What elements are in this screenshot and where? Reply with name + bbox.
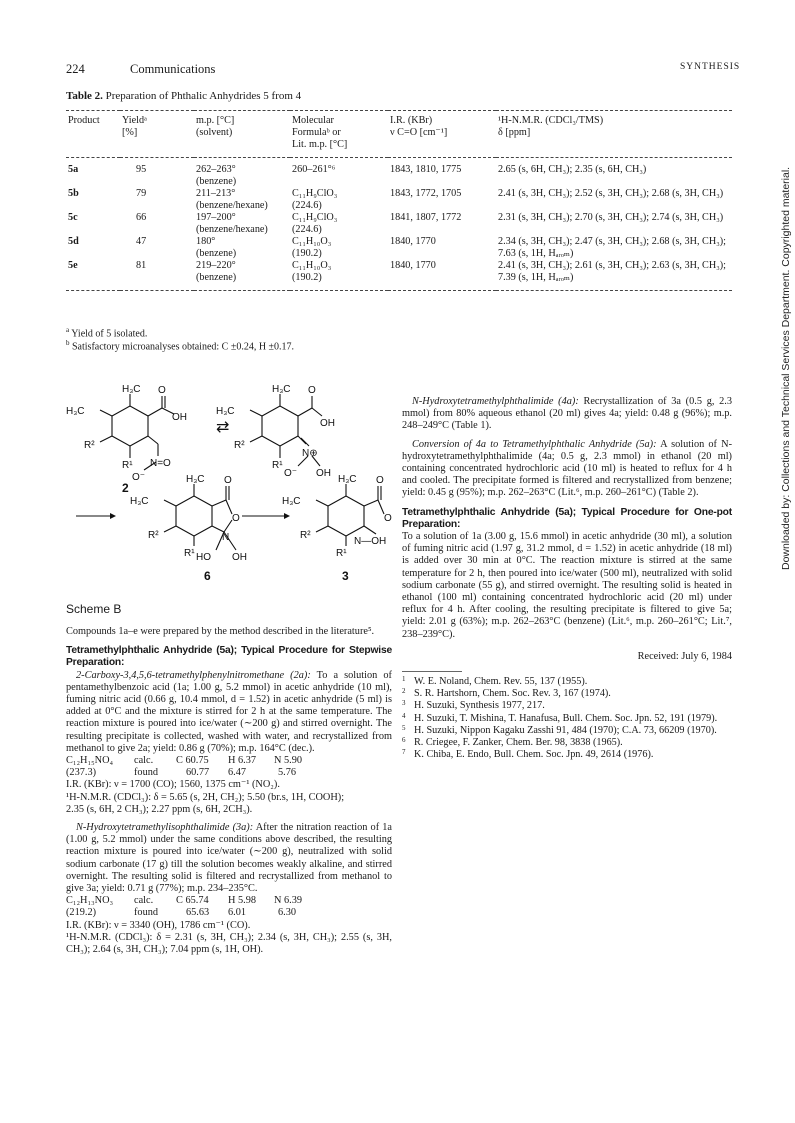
label-n-plus: N⊕ — [302, 448, 318, 459]
reference-item: 1 W. E. Noland, Chem. Rev. 55, 137 (1955). — [402, 675, 588, 688]
label-h3c: H₃C — [216, 406, 235, 417]
col-nmr: ¹H-N.M.R. (CDCl₃/TMS) δ [ppm] — [496, 111, 732, 158]
cell-product: 5b — [68, 188, 79, 199]
col-yield: Yieldᵃ [%] — [120, 111, 194, 158]
procedure-5a-conversion: Conversion of 4a to Tetramethylphthalic Anhydride (5a): A solution of N-hydroxytetramethylphthalimide (4a; 0.5 g, 2.3 mmol) in ethanol (20 ml) containing concentrated hydrochloric acid (10 ml) is heated to reflux for 4 h and cooled. The precipitate formed is filtered and recrystallized from benzene; yield: 0.45 g (95%); m.p. 262–263°C (Lit.⁶, m.p. 260–261°C) (Table 2). — [402, 438, 732, 499]
table-row — [66, 188, 732, 212]
cell-formula: C₁₁H₉ClO₃ (224.6) — [292, 188, 338, 211]
label-r1: R¹ — [184, 548, 195, 559]
compound-number-6: 6 — [204, 569, 211, 583]
right-column — [402, 396, 732, 761]
compound-number-2: 2 — [122, 481, 129, 495]
table-header-row — [66, 111, 732, 158]
label-n-oh: N—OH — [354, 536, 387, 547]
cell-ir: 1840, 1770 — [388, 260, 496, 291]
cell-formula: C₁₁H₁₀O₃ (190.2) — [292, 236, 332, 259]
label-h3c: H₃C — [130, 496, 149, 507]
label-o: O — [224, 475, 232, 486]
label-o: O — [308, 385, 316, 396]
cell-nmr: 2.41 (s, 3H, CH₃); 2.61 (s, 3H, CH₃); 2.63 (s, 3H, CH₃); 7.39 (s, 1H, Hₐᵣₒₘ) — [496, 260, 732, 291]
scheme-caption: Scheme B — [66, 602, 122, 616]
cell-product: 5d — [68, 236, 79, 247]
anhydride-table — [66, 110, 732, 291]
benzene-ring-6 — [176, 496, 212, 536]
procedure-3a: N-Hydroxytetramethylisophthalimide (3a): After the nitration reaction of 1a (1.00 g, 5.2 mmol) under the same conditions above described, the resulting reaction mixture is poured into ice/water (∼200 g), neutralized with solid sodium carbonate (17 g) till the solution becomes weakly alkaline, and stirred overnight. The resulting solid is filtered and recrystallized from methanol to give 3a; yield: 0.71 g (77%); m.p. 234–235°C. — [66, 822, 392, 895]
benzene-ring-2b — [262, 406, 298, 446]
ir-3a: I.R. (KBr): ν = 3340 (OH), 1786 cm⁻¹ (CO). — [66, 919, 251, 931]
nmr-3a: ¹H-N.M.R. (CDCl₃): δ = 2.31 (s, 3H, CH₃); 2.34 (s, 3H, CH₃); 2.55 (s, 3H, CH₃); 2.64 (s, 3H, CH₃); 7.04 ppm (s, 1H, OH). — [66, 931, 392, 956]
cell-mp: 211–213° (benzene/hexane) — [196, 188, 268, 211]
label-o: O — [376, 475, 384, 486]
cell-formula: 260–261°⁶ — [292, 164, 336, 175]
label-ho: HO — [196, 552, 211, 563]
table-row — [66, 260, 732, 291]
table-row — [66, 212, 732, 236]
label-r2: R² — [234, 440, 245, 451]
ir-2a: I.R. (KBr): ν = 1700 (CO); 1560, 1375 cm⁻¹ (NO₂). — [66, 779, 280, 791]
cell-formula: C₁₁H₉ClO₃ (224.6) — [292, 212, 338, 235]
left-column — [66, 626, 392, 956]
label-r1: R¹ — [336, 548, 347, 559]
nmr-2a-cont: 2.35 (s, 6H, 2 CH₃); 2.27 ppm (s, 6H, 2CH₃). — [66, 803, 253, 815]
table-row — [66, 236, 732, 260]
cell-mp: 180° (benzene) — [196, 236, 237, 259]
procedure-2a: 2-Carboxy-3,4,5,6-tetramethylphenylnitromethane (2a): To a solution of pentamethylbenzoic acid (1a; 1.00 g, 5.2 mmol) in acetic anhydride (10 ml), fuming nitric acid (0.66 g, 10.4 mmol, d = 1.52) in acetic anhydride (5 ml) is added at 0°C and the mixture is stirred for 2 h at the same temperature. The reaction mixture is poured into ice/water (∼200 g) and stirred overnight. The resulting precipitate is collected, washed with water, and recrystallized from methanol to give 2a; yield: 0.86 g (70%); m.p. 164°C (dec.). — [66, 669, 392, 754]
received-date: Received: July 6, 1984 — [637, 650, 732, 662]
reference-item: 5 H. Suzuki, Nippon Kagaku Zasshi 91, 484 (1970); C.A. 73, 66209 (1970). — [402, 723, 717, 736]
table-footnote: $^b$ Satisfactory microanalyses obtained: C ±0.24, H ±0.17. — [66, 339, 295, 353]
cell-ir: 1841, 1807, 1772 — [390, 212, 462, 223]
reference-item: 3 H. Suzuki, Synthesis 1977, 217. — [402, 699, 545, 712]
label-oh: OH — [232, 552, 247, 563]
label-r2: R² — [84, 440, 95, 451]
analysis-3a: C₁₂H₁₃NO₃ calc. C 65.74 H 5.98 N 6.39 (219.2) found 65.63 6.01 6.30 — [66, 895, 303, 919]
label-h3c: H₃C — [122, 384, 141, 395]
label-r1: R¹ — [122, 460, 133, 471]
reference-item: 6 R. Criegee, F. Zanker, Chem. Ber. 98, 3838 (1965). — [402, 736, 623, 749]
cell-product: 5e — [66, 260, 120, 291]
cell-product: 5a — [68, 164, 79, 175]
cell-nmr: 2.31 (s, 3H, CH₃); 2.70 (s, 3H, CH₃); 2.74 (s, 3H, CH₃) — [498, 212, 724, 223]
cell-nmr: 2.65 (s, 6H, CH₃); 2.35 (s, 6H, CH₃) — [498, 164, 647, 175]
journal-name: SYNTHESIS — [680, 62, 741, 72]
col-product: Product — [66, 111, 120, 158]
label-h3c: H₃C — [338, 474, 357, 485]
label-h3c: H₃C — [186, 474, 205, 485]
cell-mp: 197–200° (benzene/hexane) — [196, 212, 268, 235]
benzene-ring-3 — [328, 496, 364, 536]
page-number: 224 — [66, 62, 85, 76]
cell-yield: 66 — [136, 212, 147, 223]
cell-mp: 219–220° (benzene) — [194, 260, 290, 291]
onepot-heading: Tetramethylphthalic Anhydride (5a); Typical Procedure for One-pot Preparation: — [402, 506, 732, 530]
label-o: O — [384, 513, 392, 524]
scheme-drawing — [66, 380, 396, 595]
label-h3c: H₃C — [272, 384, 291, 395]
table-footnote: $^a$ Yield of 5 isolated. — [66, 326, 148, 340]
cell-mp: 262–263° (benzene) — [196, 164, 237, 187]
label-h3c: H₃C — [282, 496, 301, 507]
label-o: O — [158, 385, 166, 396]
table-row — [66, 158, 732, 189]
equilibrium-arrow: ⇄ — [216, 419, 230, 436]
label-oh: OH — [316, 468, 331, 479]
cell-product: 5c — [68, 212, 78, 223]
table-caption — [66, 90, 301, 102]
cell-nmr: 2.34 (s, 3H, CH₃); 2.47 (s, 3H, CH₃); 2.68 (s, 3H, CH₃); 7.63 (s, 1H, Hₐᵣₒₘ) — [498, 236, 726, 259]
label-oh: OH — [320, 418, 335, 429]
table-caption-text: Preparation of Phthalic Anhydrides 5 from 4 — [105, 90, 302, 102]
reference-item: 2 S. R. Hartshorn, Chem. Soc. Rev. 3, 167 (1974). — [402, 687, 611, 700]
stepwise-heading: Tetramethylphthalic Anhydride (5a); Typical Procedure for Stepwise Preparation: — [66, 645, 392, 669]
intro-paragraph: Compounds 1a–e were prepared by the method described in the literature⁵. — [66, 626, 375, 637]
label-r2: R² — [300, 530, 311, 541]
label-o: O — [232, 513, 240, 524]
cell-ir: 1840, 1770 — [390, 236, 436, 247]
col-formula: Molecular Formulaᵇ or Lit. m.p. [°C] — [290, 111, 388, 158]
reference-item: 4 H. Suzuki, T. Mishina, T. Hanafusa, Bull. Chem. Soc. Jpn. 52, 191 (1979). — [402, 711, 718, 724]
label-n: N — [222, 532, 230, 543]
reference-list — [402, 676, 732, 761]
label-oh: OH — [172, 412, 187, 423]
procedure-4a: N-Hydroxytetramethylphthalimide (4a): Recrystallization of 3a (0.5 g, 2.3 mmol) from 80% aqueous ethanol (20 ml) gives 4a; yield: 0.48 g (96%); m.p. 248–249°C (Table 1). — [402, 396, 732, 432]
label-r2: R² — [148, 530, 159, 541]
nmr-2a: ¹H-N.M.R. (CDCl₃): δ = 5.65 (s, 2H, CH₂); 5.50 (br.s, 1H, COOH); — [66, 791, 345, 803]
download-watermark: Downloaded by: Collections and Technical Services Department. Copyrighted material. — [780, 166, 792, 570]
label-no: N=O — [150, 458, 171, 469]
compound-number-3: 3 — [342, 569, 349, 583]
cell-yield: 47 — [136, 236, 147, 247]
cell-formula: C₁₁H₁₀O₃ (190.2) — [290, 260, 388, 291]
cell-ir: 1843, 1772, 1705 — [390, 188, 462, 199]
cell-yield: 79 — [136, 188, 147, 199]
label-o-minus: O⁻ — [132, 472, 146, 483]
procedure-5a-onepot: To a solution of 1a (3.00 g, 15.6 mmol) in acetic anhydride (30 ml), a solution of fuming nitric acid (1.97 g, 31.2 mmol, d = 1.52) in acetic anhydride (18 ml) is added over 30 min at 0°C. The reaction mixture is stirred at the same temperature for 2 h, then poured into ice/water (500 ml), neutralized with solid sodium carbonate (55 g), and stirred overnight. The resulting solid is heated in ethanol (100 ml) containing concentrated hydrochloric acid (20 ml) under reflux for 4 h. After cooling, the resulting precipitate is filtered to give 5a; yield: 2.01 g (63%); m.p. 262–263°C (benzene) (Lit.⁶, m.p. 260–261°C; Lit.⁷, 238–239°C). — [402, 531, 732, 640]
label-r1: R¹ — [272, 460, 283, 471]
col-mp: m.p. [°C] (solvent) — [194, 111, 290, 158]
section-title: Communications — [130, 62, 216, 76]
benzene-ring-2a — [112, 406, 148, 446]
cell-ir: 1843, 1810, 1775 — [390, 164, 462, 175]
reference-item: 7 K. Chiba, E. Endo, Bull. Chem. Soc. Jpn. 49, 2614 (1976). — [402, 748, 654, 761]
reaction-scheme — [66, 380, 396, 600]
analysis-2a: C₁₂H₁₅NO₄ calc. C 60.75 H 6.37 N 5.90 (237.3) found 60.77 6.47 5.76 — [66, 755, 303, 779]
cell-yield: 81 — [120, 260, 194, 291]
table-caption-label: Table 2. — [66, 90, 103, 102]
col-ir: I.R. (KBr) ν C=O [cm⁻¹] — [388, 111, 496, 158]
cell-yield: 95 — [136, 164, 147, 175]
cell-nmr: 2.41 (s, 3H, CH₃); 2.52 (s, 3H, CH₃); 2.68 (s, 3H, CH₃) — [498, 188, 724, 199]
label-h3c: H₃C — [66, 406, 85, 417]
label-o-minus: O⁻ — [284, 468, 298, 479]
reference-divider — [402, 671, 462, 672]
